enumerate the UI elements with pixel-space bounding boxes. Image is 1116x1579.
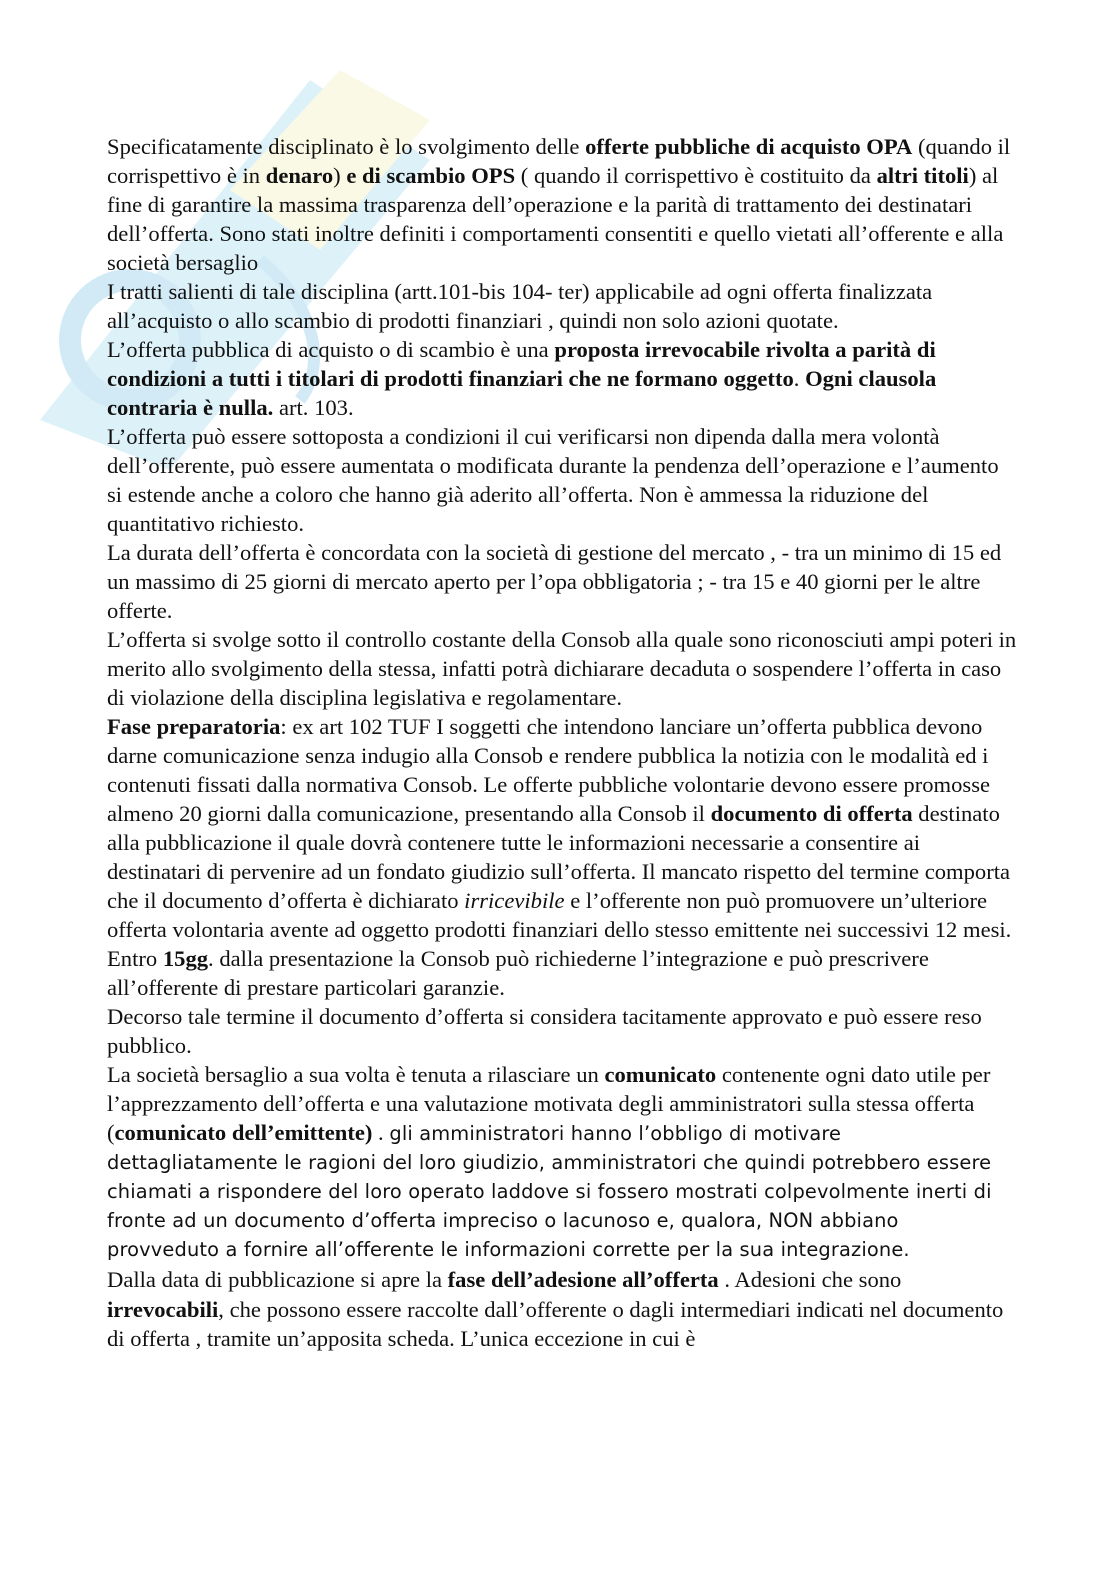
text-segment: ) al fine di garantire la massima trasparenza dell’operazione e la parità di trattamento dei destinatari dell’offerta. Sono stati inoltre definiti i comportamenti consentiti e quello vietati all’offerente e alla società bersaglio [107, 163, 1004, 275]
text-segment: L’offerta si svolge sotto il controllo costante della Consob alla quale sono riconosciuti ampi poteri in merito allo svolgimento della stessa, infatti potrà dichiarare decaduta o sospendere l’offerta in caso di violazione della disciplina legislativa e regolamentare. [107, 627, 1017, 710]
text-segment: art. 103. [273, 395, 354, 420]
bold-text-segment: altri titoli [876, 163, 969, 188]
text-segment: Dalla data di pubblicazione si apre la [107, 1267, 448, 1292]
text-segment: . Adesioni che sono [718, 1267, 902, 1292]
paragraph-condizioni [107, 422, 1017, 538]
bold-text-segment: Ogni clausola contraria è nulla. [107, 366, 937, 420]
paragraph-opa-ops-definition [107, 132, 1017, 277]
bold-text-segment: comunicato dell’emittente) [114, 1120, 373, 1145]
text-segment: Decorso tale termine il documento d’offerta si considera tacitamente approvato e può essere reso pubblico. [107, 1004, 982, 1058]
paragraph-durata [107, 538, 1017, 625]
text-segment: e l’offerente non può promuovere un’ulteriore offerta volontaria avente ad oggetto prodotti finanziari dello stesso emittente nei successivi 12 mesi. [107, 888, 1012, 942]
paragraph-fase-adesione [107, 1265, 1017, 1354]
paragraph-entro-15gg [107, 944, 1017, 1002]
text-segment: Entro [107, 946, 163, 971]
bold-text-segment: comunicato [604, 1062, 717, 1087]
text-segment: ( quando il corrispettivo è costituito da [515, 163, 877, 188]
bold-text-segment: denaro [265, 163, 334, 188]
text-segment: . dalla presentazione la Consob può richiederne l’integrazione e può prescrivere all’offerente di prestare particolari garanzie. [107, 946, 929, 1000]
text-segment: ) [333, 163, 347, 188]
paragraph-comunicato-emittente [107, 1060, 1017, 1263]
text-segment: destinato alla pubblicazione il quale dovrà contenere tutte le informazioni necessarie a consentire ai destinatari di pervenire ad un fondato giudizio sull’offerta. Il mancato rispetto del termine comporta che il documento d’offerta è dichiarato [107, 801, 1011, 913]
text-segment: . [793, 366, 806, 391]
document-body [107, 132, 1017, 1354]
text-segment: L’offerta pubblica di acquisto o di scambio è una [107, 337, 555, 362]
bold-text-segment: documento di offerta [710, 801, 913, 826]
paragraph-disciplina-tratti [107, 277, 1017, 335]
text-segment: Specificatamente disciplinato è lo svolgimento delle [107, 134, 586, 159]
text-segment: L’offerta può essere sottoposta a condizioni il cui verificarsi non dipenda dalla mera volontà dell’offerente, può essere aumentata o modificata durante la pendenza dell’operazione e l’aumento si estende anche a coloro che hanno già aderito all’offerta. Non è ammessa la riduzione del quantitativo richiesto. [107, 424, 999, 536]
bold-text-segment: fase dell’adesione all’offerta [447, 1267, 719, 1292]
text-segment: (quando il corrispettivo è in [107, 134, 1011, 188]
text-segment: La società bersaglio a sua volta è tenuta a rilasciare un [107, 1062, 605, 1087]
text-segment: I tratti salienti di tale disciplina (artt.101-bis 104- ter) applicabile ad ogni offerta finalizzata all’acquisto o allo scambio di prodotti finanziari , quindi non solo azioni quotate. [107, 279, 933, 333]
text-segment: La durata dell’offerta è concordata con la società di gestione del mercato , - tra un minimo di 15 ed un massimo di 25 giorni di mercato aperto per l’opa obbligatoria ; - tra 15 e 40 giorni per le altre offerte. [107, 540, 1002, 623]
text-segment: contenente ogni dato utile per l’apprezzamento dell’offerta e una valutazione motivata degli amministratori sulla stessa offerta ( [107, 1062, 991, 1145]
text-segment: : ex art 102 TUF I soggetti che intendono lanciare un’offerta pubblica devono darne comunicazione senza indugio alla Consob e rendere pubblica la notizia con le modalità ed i contenuti fissati dalla normativa Consob. Le offerte pubbliche volontarie devono essere promosse almeno 20 giorni dalla comunicazione, presentando alla Consob il [107, 714, 991, 826]
paragraph-fase-preparatoria [107, 712, 1017, 944]
text-segment: , che possono essere raccolte dall’offerente o dagli intermediari indicati nel documento di offerta , tramite un’apposita scheda. L’unica eccezione in cui è [107, 1296, 1004, 1351]
bold-text-segment: irrevocabili [107, 1296, 219, 1322]
paragraph-proposta-irrevocabile [107, 335, 1017, 422]
paragraph-controllo-consob [107, 625, 1017, 712]
paragraph-decorso-termine [107, 1002, 1017, 1060]
bold-text-segment: proposta irrevocabile rivolta a parità di condizioni a tutti i titolari di prodotti finanziari che ne formano oggetto [107, 337, 936, 391]
italic-text-segment: irricevibile [464, 888, 565, 913]
bold-text-segment: 15gg [162, 946, 209, 971]
bold-text-segment: Fase preparatoria [107, 714, 281, 739]
bold-text-segment: e di scambio OPS [346, 163, 516, 188]
text-segment: gli amministratori hanno l’obbligo di motivare dettagliatamente le ragioni del loro giudizio, amministratori che quindi potrebbero essere chiamati a rispondere del loro operato laddove si fossero mostrati colpevolmente inerti di fronte ad un documento d’offerta impreciso o lacunoso e, qualora, NON abbiano provveduto a fornire all’offerente le informazioni corrette per la sua integrazione. [107, 1122, 992, 1261]
bold-text-segment: offerte pubbliche di acquisto OPA [585, 134, 913, 159]
text-segment: . [372, 1120, 390, 1145]
